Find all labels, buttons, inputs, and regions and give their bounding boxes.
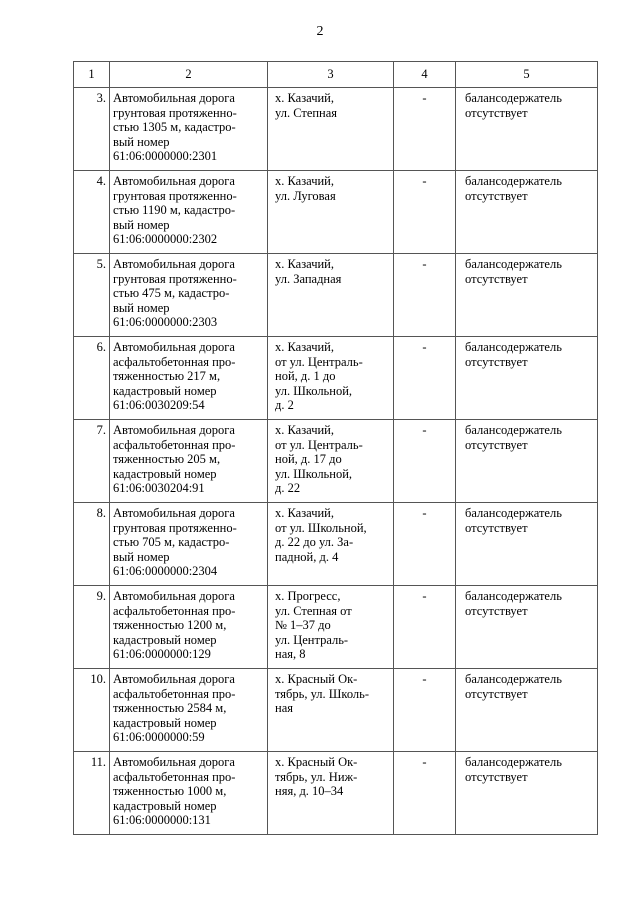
road-description-line: Автомобильная дорога bbox=[113, 672, 235, 686]
road-address-line: х. Казачий, bbox=[275, 257, 334, 271]
roads-registry-table bbox=[73, 61, 598, 835]
road-address-line: ул. Степная от bbox=[275, 603, 352, 618]
road-address-line: х. Прогресс, bbox=[275, 589, 341, 603]
road-description-line: вый номер bbox=[113, 549, 170, 564]
balance-holder-line: балансодержатель bbox=[465, 755, 562, 769]
road-description-line: кадастровый номер bbox=[113, 632, 217, 647]
balance-holder-line: отсутствует bbox=[465, 603, 528, 618]
road-address-line: х. Казачий, bbox=[275, 340, 334, 354]
road-address-line: тябрь, ул. Ниж- bbox=[275, 769, 358, 784]
road-description-line: стью 1305 м, кадастро- bbox=[113, 120, 236, 135]
table-row bbox=[74, 586, 598, 669]
balance-holder bbox=[456, 586, 598, 669]
road-description-line: кадастровый номер bbox=[113, 798, 217, 813]
road-description-line: 61:06:0000000:2304 bbox=[113, 564, 218, 579]
road-address-line: тябрь, ул. Школь- bbox=[275, 686, 370, 701]
row-number: 5. bbox=[74, 254, 110, 337]
column-header-description: 2 bbox=[110, 62, 268, 88]
row-number: 4. bbox=[74, 171, 110, 254]
row-number: 3. bbox=[74, 88, 110, 171]
table-row bbox=[74, 420, 598, 503]
road-address bbox=[268, 586, 394, 669]
balance-holder bbox=[456, 669, 598, 752]
road-description-line: Автомобильная дорога bbox=[113, 340, 235, 354]
balance-holder-line: отсутствует bbox=[465, 769, 528, 784]
road-address-line: ная, 8 bbox=[275, 647, 306, 662]
road-description-line: тяженностью 2584 м, bbox=[113, 701, 227, 716]
road-address-line: д. 2 bbox=[275, 398, 294, 413]
road-address bbox=[268, 88, 394, 171]
table-row bbox=[74, 88, 598, 171]
balance-holder-line: балансодержатель bbox=[465, 506, 562, 520]
row-number: 7. bbox=[74, 420, 110, 503]
road-description-line: 61:06:0000000:131 bbox=[113, 813, 211, 828]
column-header-address: 3 bbox=[268, 62, 394, 88]
road-address-line: ул. Степная bbox=[275, 105, 338, 120]
road-address-line: х. Казачий, bbox=[275, 174, 334, 188]
road-description-line: кадастровый номер bbox=[113, 466, 217, 481]
road-description bbox=[110, 420, 268, 503]
road-description-line: 61:06:0000000:2302 bbox=[113, 232, 218, 247]
table-row bbox=[74, 171, 598, 254]
road-description bbox=[110, 254, 268, 337]
owner-value: - bbox=[394, 752, 456, 835]
road-address-line: ной, д. 1 до bbox=[275, 369, 336, 384]
road-description-line: кадастровый номер bbox=[113, 383, 217, 398]
road-address-line: № 1–37 до bbox=[275, 618, 331, 633]
road-description-line: грунтовая протяженно- bbox=[113, 188, 237, 203]
balance-holder-line: отсутствует bbox=[465, 686, 528, 701]
balance-holder-line: отсутствует bbox=[465, 520, 528, 535]
road-address-line: ная bbox=[275, 701, 293, 716]
road-description-line: тяженностью 1200 м, bbox=[113, 618, 227, 633]
road-address-line: ул. Западная bbox=[275, 271, 342, 286]
road-description-line: асфальтобетонная про- bbox=[113, 686, 236, 701]
road-address-line: ной, д. 17 до bbox=[275, 452, 342, 467]
road-address-line: х. Казачий, bbox=[275, 423, 334, 437]
balance-holder-line: балансодержатель bbox=[465, 589, 562, 603]
road-description-line: тяженностью 205 м, bbox=[113, 452, 221, 467]
road-address bbox=[268, 503, 394, 586]
balance-holder-line: отсутствует bbox=[465, 271, 528, 286]
road-address-line: ул. Централь- bbox=[275, 632, 349, 647]
balance-holder bbox=[456, 420, 598, 503]
road-description-line: Автомобильная дорога bbox=[113, 589, 235, 603]
road-description-line: 61:06:0000000:129 bbox=[113, 647, 211, 662]
road-address-line: от ул. Централь- bbox=[275, 437, 363, 452]
road-description-line: стью 705 м, кадастро- bbox=[113, 535, 230, 550]
table-body bbox=[74, 88, 598, 835]
table-row bbox=[74, 752, 598, 835]
road-address bbox=[268, 337, 394, 420]
road-description bbox=[110, 88, 268, 171]
road-description-line: асфальтобетонная про- bbox=[113, 437, 236, 452]
road-description-line: 61:06:0000000:2303 bbox=[113, 315, 218, 330]
road-description-line: кадастровый номер bbox=[113, 715, 217, 730]
road-description-line: Автомобильная дорога bbox=[113, 91, 235, 105]
road-address-line: няя, д. 10–34 bbox=[275, 784, 344, 799]
road-address-line: ул. Школьной, bbox=[275, 383, 353, 398]
road-address-line: падной, д. 4 bbox=[275, 549, 339, 564]
row-number: 6. bbox=[74, 337, 110, 420]
balance-holder-line: балансодержатель bbox=[465, 174, 562, 188]
road-description-line: Автомобильная дорога bbox=[113, 755, 235, 769]
road-address bbox=[268, 254, 394, 337]
road-address-line: х. Красный Ок- bbox=[275, 672, 358, 686]
road-description-line: 61:06:0000000:2301 bbox=[113, 149, 218, 164]
road-description-line: асфальтобетонная про- bbox=[113, 354, 236, 369]
balance-holder bbox=[456, 171, 598, 254]
road-description-line: вый номер bbox=[113, 134, 170, 149]
road-description-line: 61:06:0030204:91 bbox=[113, 481, 205, 496]
road-description-line: Автомобильная дорога bbox=[113, 257, 235, 271]
row-number: 9. bbox=[74, 586, 110, 669]
road-description-line: асфальтобетонная про- bbox=[113, 769, 236, 784]
road-description bbox=[110, 503, 268, 586]
balance-holder-line: отсутствует bbox=[465, 437, 528, 452]
road-description-line: вый номер bbox=[113, 300, 170, 315]
balance-holder-line: балансодержатель bbox=[465, 257, 562, 271]
balance-holder-line: балансодержатель bbox=[465, 423, 562, 437]
owner-value: - bbox=[394, 88, 456, 171]
road-description-line: вый номер bbox=[113, 217, 170, 232]
road-description-line: 61:06:0030209:54 bbox=[113, 398, 205, 413]
road-description-line: тяженностью 217 м, bbox=[113, 369, 221, 384]
road-description-line: грунтовая протяженно- bbox=[113, 105, 237, 120]
road-address-line: х. Казачий, bbox=[275, 506, 334, 520]
table-row bbox=[74, 503, 598, 586]
road-description-line: стью 475 м, кадастро- bbox=[113, 286, 230, 301]
owner-value: - bbox=[394, 420, 456, 503]
road-description-line: стью 1190 м, кадастро- bbox=[113, 203, 236, 218]
road-description-line: 61:06:0000000:59 bbox=[113, 730, 205, 745]
road-address bbox=[268, 669, 394, 752]
table-row bbox=[74, 669, 598, 752]
road-address bbox=[268, 420, 394, 503]
road-description-line: Автомобильная дорога bbox=[113, 506, 235, 520]
road-description-line: асфальтобетонная про- bbox=[113, 603, 236, 618]
road-description-line: Автомобильная дорога bbox=[113, 423, 235, 437]
road-address-line: ул. Луговая bbox=[275, 188, 336, 203]
balance-holder bbox=[456, 752, 598, 835]
balance-holder bbox=[456, 254, 598, 337]
road-address-line: ул. Школьной, bbox=[275, 466, 353, 481]
balance-holder-line: балансодержатель bbox=[465, 672, 562, 686]
road-address-line: от ул. Централь- bbox=[275, 354, 363, 369]
road-description-line: грунтовая протяженно- bbox=[113, 520, 237, 535]
road-description-line: Автомобильная дорога bbox=[113, 174, 235, 188]
column-header-owner: 4 bbox=[394, 62, 456, 88]
table-row bbox=[74, 254, 598, 337]
balance-holder bbox=[456, 337, 598, 420]
road-address-line: д. 22 до ул. За- bbox=[275, 535, 354, 550]
column-header-holder: 5 bbox=[456, 62, 598, 88]
road-address-line: х. Красный Ок- bbox=[275, 755, 358, 769]
table-row bbox=[74, 337, 598, 420]
road-description bbox=[110, 752, 268, 835]
owner-value: - bbox=[394, 503, 456, 586]
road-description bbox=[110, 669, 268, 752]
road-description bbox=[110, 586, 268, 669]
road-description bbox=[110, 171, 268, 254]
row-number: 8. bbox=[74, 503, 110, 586]
balance-holder-line: балансодержатель bbox=[465, 340, 562, 354]
road-description-line: тяженностью 1000 м, bbox=[113, 784, 227, 799]
road-address-line: х. Казачий, bbox=[275, 91, 334, 105]
page-number: 2 bbox=[316, 24, 324, 39]
road-address-line: от ул. Школьной, bbox=[275, 520, 367, 535]
balance-holder-line: отсутствует bbox=[465, 354, 528, 369]
table-header-row bbox=[74, 62, 598, 88]
owner-value: - bbox=[394, 171, 456, 254]
owner-value: - bbox=[394, 254, 456, 337]
road-address bbox=[268, 171, 394, 254]
balance-holder bbox=[456, 503, 598, 586]
road-address-line: д. 22 bbox=[275, 481, 301, 496]
owner-value: - bbox=[394, 669, 456, 752]
balance-holder-line: балансодержатель bbox=[465, 91, 562, 105]
balance-holder bbox=[456, 88, 598, 171]
owner-value: - bbox=[394, 586, 456, 669]
row-number: 10. bbox=[74, 669, 110, 752]
road-description-line: грунтовая протяженно- bbox=[113, 271, 237, 286]
row-number: 11. bbox=[74, 752, 110, 835]
road-description bbox=[110, 337, 268, 420]
balance-holder-line: отсутствует bbox=[465, 188, 528, 203]
column-header-number: 1 bbox=[74, 62, 110, 88]
road-address bbox=[268, 752, 394, 835]
owner-value: - bbox=[394, 337, 456, 420]
balance-holder-line: отсутствует bbox=[465, 105, 528, 120]
